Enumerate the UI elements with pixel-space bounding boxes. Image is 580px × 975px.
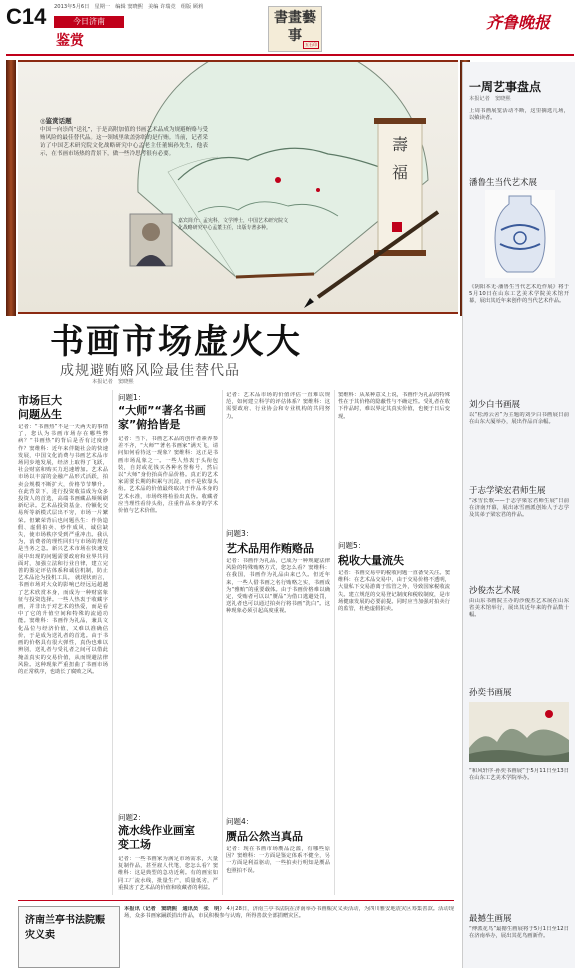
bottom-rule — [18, 900, 454, 901]
e6-body: “傅派花鸟”最撼生画展将于5月1日至12日在济南举办，展出其花鸟画新作。 — [469, 926, 569, 940]
e4-title: 沙俊杰艺术展 — [469, 586, 521, 596]
hero-artwork — [18, 62, 458, 312]
col1-body — [18, 424, 108, 900]
col1-title-2: 问题丛生 — [18, 408, 62, 421]
e6-title: 最撼生画展 — [469, 914, 512, 924]
sidebar-title: 一周艺事盘点 — [469, 80, 542, 94]
masthead-seal: 五石印 — [305, 42, 317, 47]
page-header — [0, 0, 580, 58]
svg-text:壽: 壽 — [391, 135, 409, 154]
bottom-news-body — [124, 906, 454, 968]
q4-label: 问题4： — [226, 817, 254, 826]
q1-label: 问题1： — [118, 393, 146, 402]
main-headline: 书画市场虚火大 — [50, 322, 302, 362]
col3-rule — [334, 390, 335, 895]
e2-body: 以“松涛云舍”为主题的刘少白书画展日前在山东大厦举办，展出作品百余幅。 — [469, 412, 569, 426]
q5-body: 记者：书画交易中的税收问题一直备受关注。窦维科：在艺术品交易中，由于交易价格不透明，大量私下交易游离于监管之外，导致国家税收流失。建立规范的交易登记制度和税收制度，是市场健康发展的必要前提。同时应当加强对拍卖行的监管，杜绝虚假拍卖。 — [338, 570, 450, 613]
e4-body: 由山东书画院主办的沙俊杰艺术展在山东省美术馆举行，展出其近年来的作品数十幅。 — [469, 598, 569, 619]
col4-top-body: 窦维科：从某种意义上说，书画作为礼品的特殊性在于其价格的隐蔽性与不确定性。受礼者在收下作品时，难以界定其真实价值，也便于日后变现。 — [338, 392, 450, 420]
col1-body-text-2: 就现状而言，书画市场对大众的影响已经远远超越了艺术欣赏本身，而成为一种财富象征与投资选择。一些人热衷于收藏字画，并非出于对艺术的热爱，而是看中了它的升值空间和特殊的流通功能。窦维科：书画作为礼品，兼具文化品位与经济价值，又难以准确估价，于是成为送礼者的首选。由于书画的价格具有很大弹性，真伪也难以辨别，送礼者与受礼者之间可以借此掩盖真实的交易价值，从而规避法律风险。这种现象严重扭曲了书画市场的正常秩序，也助长了腐败之风。 — [18, 575, 108, 675]
porcelain-vase-image — [485, 190, 555, 278]
header-rule — [6, 54, 574, 56]
newspaper-logo: 齐鲁晚报 — [486, 13, 551, 32]
sidebar-intro: 上周书画展览活动不断，这里摘选几场，以飨读者。 — [469, 108, 569, 122]
bottom-news-text: 4月28日，济南兰亭书法院在济南举办书画赈灾义卖活动，为四川雅安地震灾区筹集善款。活动现场，众多书画家踊跃捐出作品，市民积极参与认购，所得善款全部捐赠灾区。 — [124, 906, 454, 920]
col1-body-text-1: 记者：“书画热”不是一天两天的事情了，您认为书画市场存在哪些弊病？“书画热”的背后是否有过度炒作？窦维科：近年来伴随社会的快速发展，中国文化消费与书画艺术品市场同步地发展，经济上取得了飞跃，社会财富和购买力迅速增加。艺术品市场以丰富的金融产品形式活跃，拍卖会规模不断扩大，价格节节攀升。在此背景下，进行投资收益成为众多投资人的首选，高端书画藏品频频刷新纪录。艺术品投资基金、份额化交易所等新模式层出不穷，市场一片繁荣。但繁荣背后也问题丛生：作伪造假、虚假拍卖、炒作成风、诚信缺失，使市场秩序受到严重冲击。我认为，消费者的理性回归与市场的规范是当务之急。新兴艺术市场在快速发展中出现的问题需要政府和业界共同面对，加强立法和行业自律，建立完善的鉴定评估体系和诚信机制，防止艺术品沦为投机工具。 — [18, 424, 108, 582]
e2-title: 刘少白书画展 — [469, 400, 521, 410]
guide-label: ◎鉴赏话题 — [40, 117, 72, 125]
q1-body: 记者：当下，书画艺术品的创作者素养参差不齐，“大师”“著名书画家”满天飞，请问如何看待这一现象？窦维科：这正是书画市场乱象之一。一些人热衷于头衔包装，自封或花钱买各种名誉称号，然后以“大师”身份抬高作品价格。真正的艺术家需要长期的积累与沉淀，而不是依靠头衔。艺术品的价值最终取决于作品本身的艺术水准，市场终将检验出真伪。收藏者应当理性看待头衔，注重作品本身的学术价值与艺术价值。 — [118, 436, 218, 515]
section-name: 鉴赏 — [56, 33, 84, 49]
e5-body: “和风轩序·孙奕书画展”于5月11日至13日在山东工艺美术学院举办。 — [469, 768, 569, 782]
col3-top-body: 记者：艺术品市场的价值评估一直难以规范，如何建立科学的评估体系？窦维科：这需要政府、行业协会和专业机构的共同努力。 — [226, 392, 330, 420]
e3-body: “冰雪长歌——于志学梁宏君师生展”日前在济南开幕，展出冰雪画派创始人于志学及其弟子梁宏君的作品。 — [469, 498, 569, 519]
q2-label: 问题2： — [118, 813, 146, 822]
sidebar-byline: 本报记者 窦晓熙 — [469, 96, 511, 102]
landscape-painting-image — [469, 702, 569, 762]
e3-title: 于志学梁宏君师生展 — [469, 486, 546, 496]
col1-rule — [112, 390, 113, 895]
issue-meta: 2013年5月6日 星期一 编辑 窦晓熙 美编 许瑞竞 组版 顾莉 — [54, 4, 204, 10]
section-tag: 今日济南 — [54, 16, 124, 28]
e5-title: 孙奕书画展 — [469, 688, 512, 698]
q5-label: 问题5： — [338, 541, 366, 550]
q4-body: 记者：现在书画市场赝品泛滥，有哪些原因？窦维科：一方面是鉴定体系不健全，另一方面是利益驱动，一些拍卖行明知是赝品也照拍不误。 — [226, 846, 330, 874]
hero-area — [18, 60, 458, 314]
sidebar — [462, 62, 575, 968]
guest-bio: 嘉宾简介：孟宪科，文学博士，中国艺术研究院文化战略研究中心孟董主任，出版专著多种。 — [178, 218, 288, 231]
col1-title-1: 市场巨大 — [18, 394, 62, 407]
headline-byline: 本报记者 窦晓熙 — [92, 379, 134, 385]
e1-body: 《阴阳本无·潘鲁生当代艺术近作展》将于5月10日在山东工艺美术学院美术馆开幕，展出其近年来创作的当代艺术作品。 — [469, 284, 569, 305]
col2-rule — [222, 390, 223, 895]
svg-text:福: 福 — [391, 163, 409, 182]
q1-heading: “大师”“著名书画家”俯拾皆是 — [118, 404, 206, 431]
q3-label: 问题3： — [226, 529, 254, 538]
guide-text: 中国一向崇尚“送礼”，于是高附加值的书画艺术品成为规避贿赂与受贿风险的最佳替代品。这一领域里欲盖弥彰的是行贿。当前，记者采访了中国艺术研究院文化战略研究中心孟老主任董辑孙先生，他表示，在书画市场热的背景下，做一些冷思考很有必要。 — [40, 127, 209, 157]
sub-headline: 成规避贿赂风险最佳替代品 — [60, 363, 240, 379]
e1-title: 潘鲁生当代艺术展 — [469, 178, 538, 188]
q5-heading: 税收大量流失 — [338, 554, 404, 567]
q4-heading: 赝品公然当真品 — [226, 830, 303, 843]
scroll-rod-left — [6, 60, 16, 316]
bottom-news-title: 济南兰亭书法院赈灾义卖 — [25, 915, 105, 941]
bottom-news-box — [18, 906, 120, 968]
q3-heading: 艺术品用作贿赂品 — [226, 542, 314, 555]
masthead-art — [268, 6, 322, 52]
q2-body: 记者：一些书画家为满足市场需求，大量复制作品，甚至雇人代笔，您怎么看？窦维科：这是典型的急功近利。有的画室如同工厂流水线，批量生产，质量低劣，严重损害了艺术品的价值和收藏者的利益。 — [118, 856, 218, 891]
calligraphy-scroll-icon — [374, 118, 426, 256]
guest-portrait — [130, 214, 172, 266]
masthead-glyphs: 書畫藝事 — [274, 10, 316, 44]
q2-heading: 流水线作业画室变工场 — [118, 824, 195, 851]
q3-body: 记者：书画作为礼品，已成为一种规避法律风险的特殊贿赂方式，您怎么看？窦维科：在我国，书画作为礼品由来已久。但近年来，一些人借书画之名行贿赂之实，书画成为“雅贿”的重要载体。由于书画价格难以确定，受贿者可以以“赝品”为借口逃避处罚，送礼者也可以通过拍卖行将书画“洗白”。这种现象必须引起高度重视。 — [226, 558, 330, 615]
page-number: C14 — [6, 4, 47, 29]
bottom-news-byline: 本报讯（记者 窦晓熙 通讯员 张 明） — [124, 906, 225, 912]
